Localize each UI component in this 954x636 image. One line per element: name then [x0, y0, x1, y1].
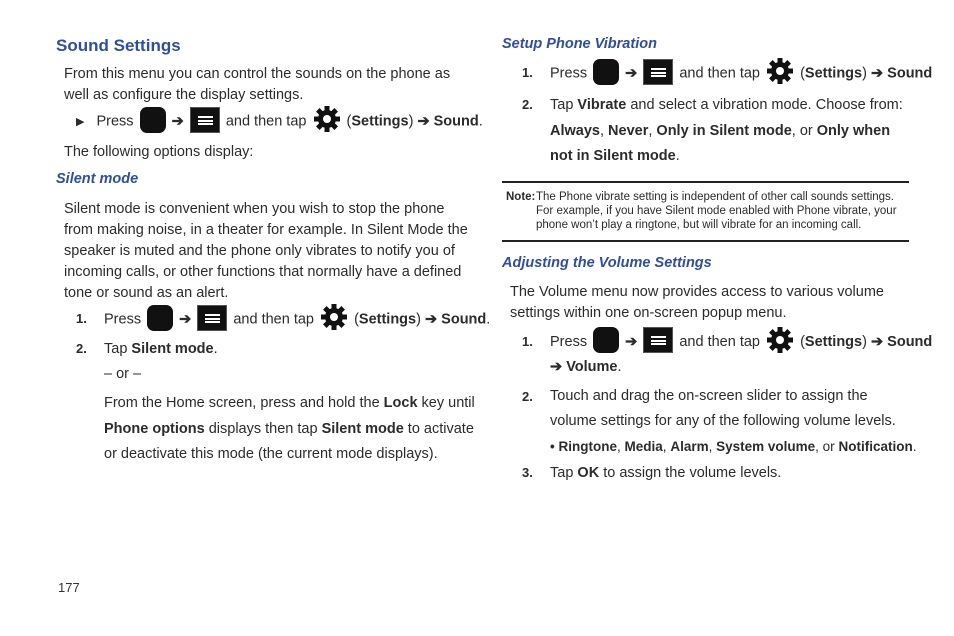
volume-heading: Adjusting the Volume Settings [502, 255, 712, 271]
volume-intro: The Volume menu now provides access to various volume settings within one on-screen popup menu. [510, 284, 884, 321]
settings-gear-icon [313, 105, 341, 133]
note-box [506, 190, 908, 232]
home-key-icon [147, 305, 173, 331]
vibration-step-1: 1. Press ➔ and then tap (Settings) ➔ Sound [522, 62, 932, 85]
settings-gear-icon [320, 303, 348, 331]
or-separator: – or – [104, 366, 142, 382]
section-title: Sound Settings [56, 36, 181, 55]
volume-levels-list: • Ringtone, Media, Alarm, System volume, or Notification. [550, 439, 917, 454]
home-key-icon [593, 327, 619, 353]
note-label: Note: [506, 191, 536, 203]
home-key-icon [593, 59, 619, 85]
intro-paragraph: From this menu you can control the sounds on the phone as well as configure the display settings. [64, 66, 451, 103]
note-bottom-rule [502, 240, 909, 242]
settings-gear-icon [766, 326, 794, 354]
bullet-triangle-icon: ▶ [76, 116, 85, 129]
volume-step-1: 1. Press ➔ and then tap (Settings) ➔ Sound ➔ Volume. [522, 329, 907, 380]
silent-mode-heading: Silent mode [56, 171, 139, 187]
vibration-step-2: 2. Tap Vibrate and select a vibration mode. Choose from: Always, Never, Only in Silent mode, or Only when not in Silent mode. [522, 97, 903, 164]
volume-step-2: 2. Touch and drag the on-screen slider to assign the volume settings for any of the following volume levels. [522, 388, 896, 429]
menu-key-icon [197, 305, 227, 331]
note-top-rule [502, 181, 909, 183]
vibration-heading: Setup Phone Vibration [502, 36, 657, 52]
options-display-text: The following options display: [64, 144, 254, 160]
silent-step-1: 1. Press ➔ and then tap (Settings) ➔ Sound. [76, 308, 490, 331]
menu-key-icon [643, 59, 673, 85]
volume-step-3: 3. Tap OK to assign the volume levels. [522, 465, 782, 481]
settings-gear-icon [766, 57, 794, 85]
bullet-step-press: ▶ Press ➔ and then tap (Settings) ➔ Sound. [76, 110, 483, 133]
silent-step-2: 2. Tap Silent mode. [76, 341, 218, 357]
menu-key-icon [190, 107, 220, 133]
page-number: 177 [58, 580, 80, 595]
note-text: The Phone vibrate setting is independent of other call sounds settings. For example, if you have Silent mode enabled with Phone vibrate, your phone won’t play a ringtone, but will vibrate for an incoming call. [536, 191, 897, 231]
home-key-icon [140, 107, 166, 133]
silent-mode-description: Silent mode is convenient when you wish to stop the phone from making noise, in a theater for example. In Silent Mode the speaker is muted and the phone only vibrates to notify you of incoming calls, or other functions that normally have a defined tone or sound as an alert. [64, 201, 468, 301]
menu-key-icon [643, 327, 673, 353]
silent-alternative-text: From the Home screen, press and hold the Lock key until Phone options displays then tap Silent mode to activate or deactivate this mode (the current mode displays). [104, 395, 475, 462]
